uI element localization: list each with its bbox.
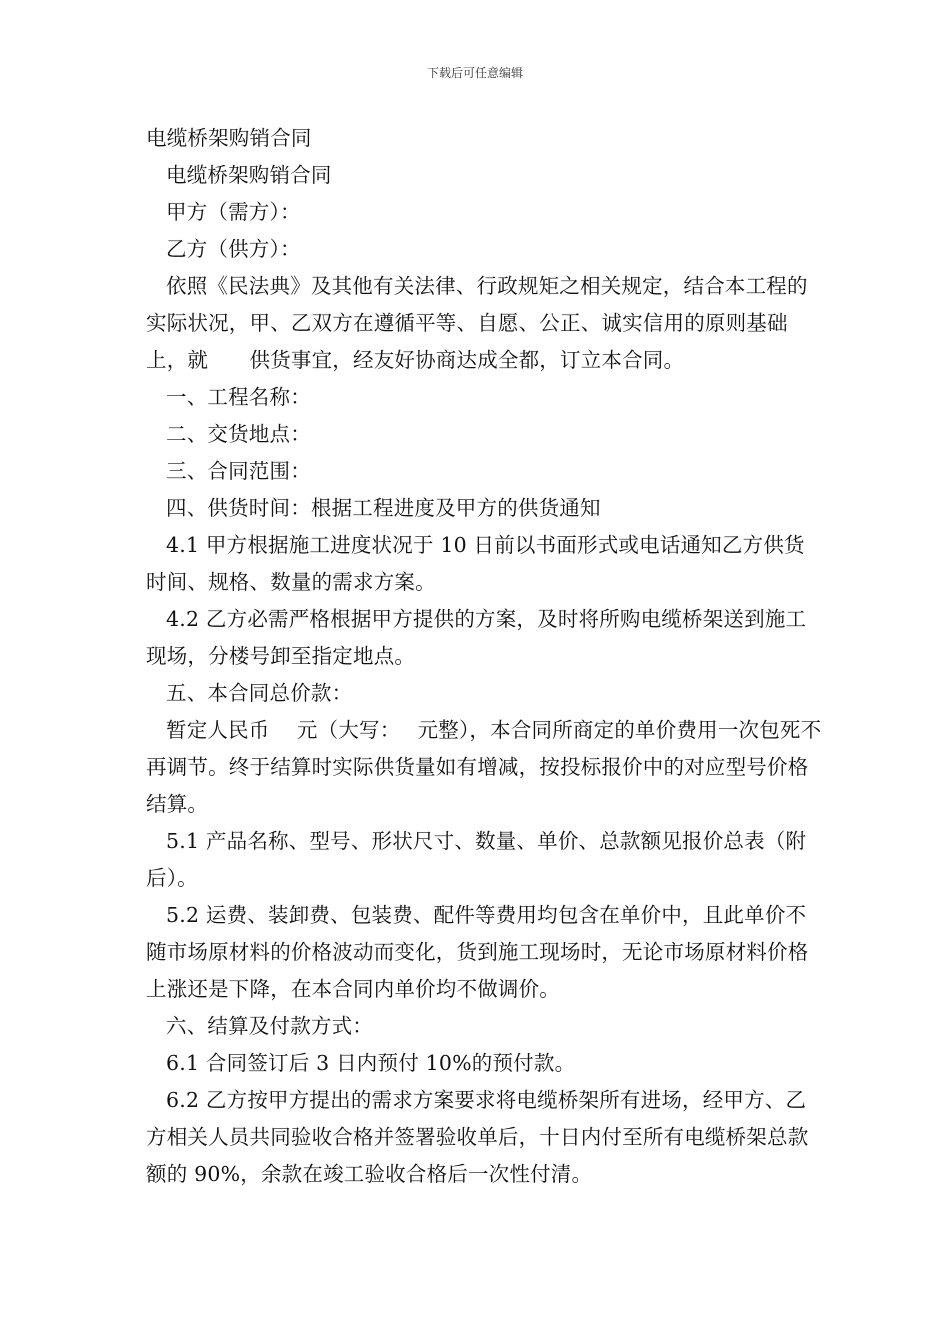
section-4-delivery-time: 四、供货时间：根据工程进度及甲方的供货通知 [166,496,601,520]
clause-6-1: 6.1 合同签订后 3 日内预付 10%的预付款。 [166,1051,576,1075]
clause-5-1: 5.1 产品名称、型号、形状尺寸、数量、单价、总款额见报价总表（附后）。 [146,829,807,890]
section-2-delivery-location: 二、交货地点： [166,422,311,446]
clause-5-2: 5.2 运费、装卸费、包装费、配件等费用均包含在单价中，且此单价不随市场原材料的价格波动而变化，货到施工现场时，无论市场原材料价格上涨还是下降，在本合同内单价均不做调价。 [146,903,809,1001]
section-1-project-name: 一、工程名称： [166,385,311,409]
page-header-note: 下载后可任意编辑 [426,66,523,80]
price-paragraph: 暂定人民币 元（大写： 元整），本合同所商定的单价费用一次包死不再调节。终于结算时实际供货量如有增减，按投标报价中的对应型号价格结算。 [146,718,822,816]
clause-4-2: 4.2 乙方必需严格根据甲方提供的方案，及时将所购电缆桥架送到施工现场，分楼号卸至指定地点。 [146,607,807,668]
document-body [146,120,822,1193]
section-3-contract-scope: 三、合同范围： [166,459,311,483]
clause-4-1: 4.1 甲方根据施工进度状况于 10 日前以书面形式或电话通知乙方供货时间、规格、数量的需求方案。 [146,533,805,594]
clause-6-2: 6.2 乙方按甲方提出的需求方案要求将电缆桥架所有进场，经甲方、乙方相关人员共同验收合格并签署验收单后，十日内付至所有电缆桥架总款额的 90%，余款在竣工验收合格后一次性付清。 [146,1088,809,1186]
section-5-total-price: 五、本合同总价款： [166,681,353,705]
party-a-line: 甲方（需方）： [166,200,301,224]
party-b-line: 乙方（供方）： [166,237,301,261]
preamble-paragraph: 依照《民法典》及其他有关法律、行政规矩之相关规定，结合本工程的实际状况，甲、乙双方在遵循平等、自愿、公正、诚实信用的原则基础上，就 供货事宜，经友好协商达成全都，订立本合同。 [146,274,808,372]
document-subtitle: 电缆桥架购销合同 [166,163,332,187]
section-6-settlement-payment: 六、结算及付款方式： [166,1014,373,1038]
document-title: 电缆桥架购销合同 [146,126,312,150]
